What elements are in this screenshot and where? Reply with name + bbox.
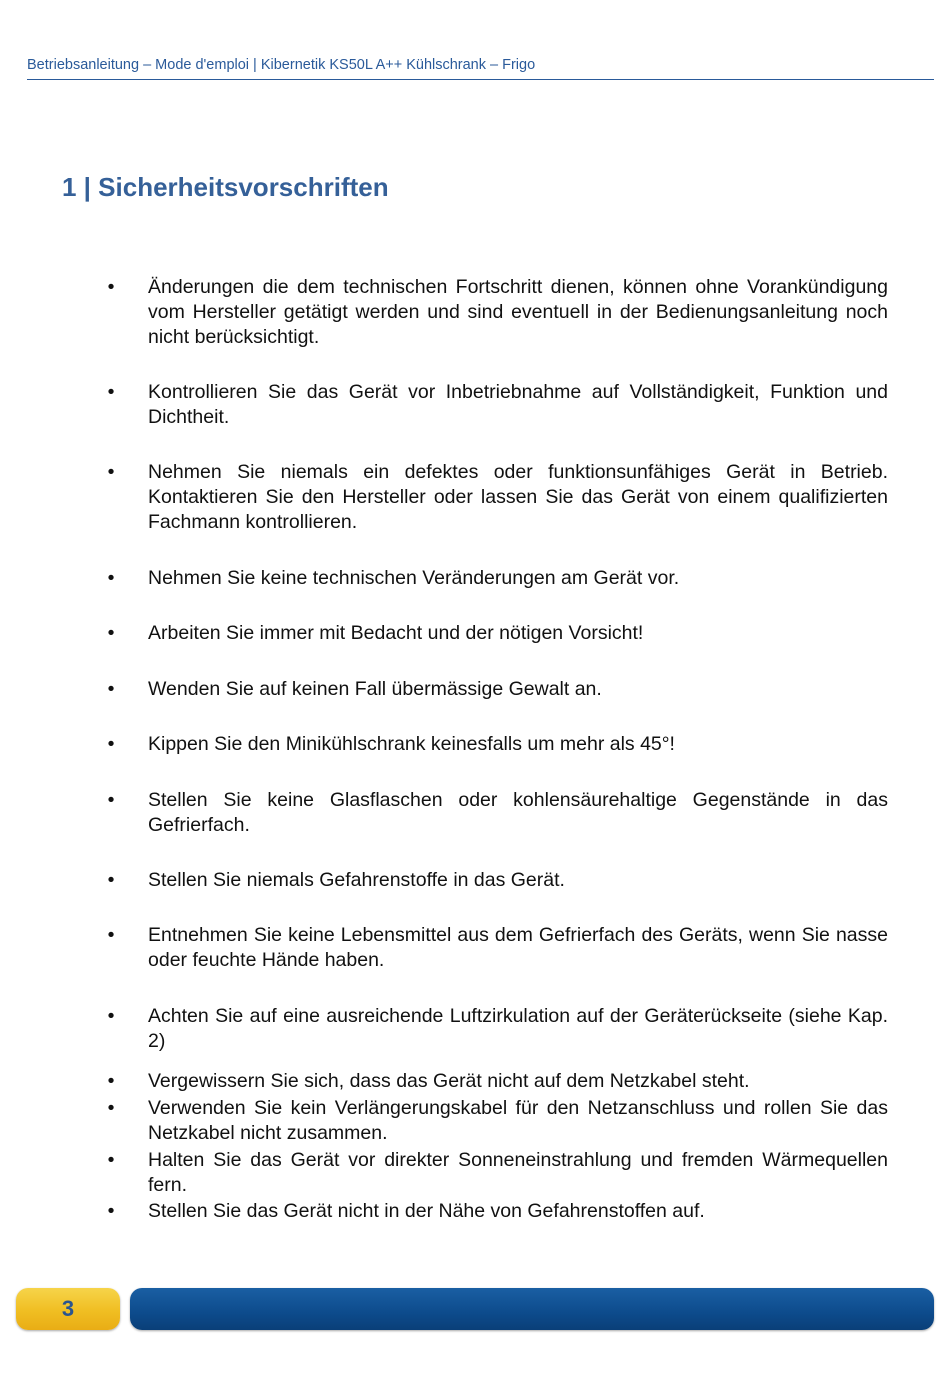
- safety-item-text: Achten Sie auf eine ausreichende Luftzirkulation auf der Geräterückseite (siehe Kap. 2): [148, 1005, 888, 1052]
- safety-item-text: Kippen Sie den Minikühlschrank keinesfalls um mehr als 45°!: [148, 733, 675, 755]
- safety-item-text: Wenden Sie auf keinen Fall übermässige Gewalt an.: [148, 678, 602, 700]
- page-number-badge: [16, 1288, 120, 1330]
- bullet-marker: •: [107, 1097, 115, 1119]
- bullet-marker: •: [107, 622, 115, 644]
- safety-item: [107, 566, 888, 591]
- safety-item: [107, 1199, 888, 1224]
- bullet-marker: •: [107, 1070, 115, 1092]
- safety-item-text: Verwenden Sie kein Verlängerungskabel für den Netzanschluss und rollen Sie das Netzkabel nicht zusammen.: [148, 1097, 888, 1144]
- bullet-marker: •: [107, 869, 115, 891]
- safety-item: [107, 380, 888, 430]
- bullet-marker: •: [107, 924, 115, 946]
- safety-item-text: Stellen Sie niemals Gefahrenstoffe in das Gerät.: [148, 869, 565, 891]
- page-number: 3: [61, 1296, 75, 1321]
- safety-item-text: Nehmen Sie keine technischen Veränderungen am Gerät vor.: [148, 567, 680, 589]
- safety-item: [107, 275, 888, 350]
- safety-item-text: Nehmen Sie niemals ein defektes oder funktionsunfähiges Gerät in Betrieb. Kontaktieren Sie den Hersteller oder lassen Sie das Gerät von einem qualifizierten Fachmann kontrollieren.: [148, 461, 888, 533]
- safety-item: [107, 1069, 888, 1094]
- bullet-marker: •: [107, 461, 115, 483]
- safety-item: [107, 1148, 888, 1198]
- bullet-marker: •: [107, 789, 115, 811]
- safety-item: [107, 621, 888, 646]
- footer-bar: [130, 1288, 934, 1330]
- safety-item: [107, 677, 888, 702]
- running-header: Betriebsanleitung – Mode d'emploi | Kibernetik KS50L A++ Kühlschrank – Frigo: [27, 57, 536, 73]
- bullet-marker: •: [107, 1149, 115, 1171]
- safety-item-text: Arbeiten Sie immer mit Bedacht und der nötigen Vorsicht!: [148, 622, 644, 644]
- bullet-marker: •: [107, 678, 115, 700]
- safety-item-text: Vergewissern Sie sich, dass das Gerät nicht auf dem Netzkabel steht.: [148, 1070, 750, 1092]
- bullet-marker: •: [107, 276, 115, 298]
- safety-item-text: Halten Sie das Gerät vor direkter Sonneneinstrahlung und fremden Wärmequellen fern.: [148, 1149, 888, 1196]
- safety-item-text: Änderungen die dem technischen Fortschritt dienen, können ohne Vorankündigung vom Hersteller getätigt werden und sind eventuell in der Bedienungsanleitung noch nicht berücksichtigt.: [148, 276, 888, 348]
- safety-item-text: Stellen Sie keine Glasflaschen oder kohlensäurehaltige Gegenstände in das Gefrierfach.: [148, 789, 888, 836]
- safety-item-text: Entnehmen Sie keine Lebensmittel aus dem Gefrierfach des Geräts, wenn Sie nasse oder feuchte Hände haben.: [148, 924, 888, 971]
- bullet-marker: •: [107, 1200, 115, 1222]
- safety-item: [107, 1096, 888, 1146]
- safety-item: [107, 1004, 888, 1054]
- safety-item: [107, 788, 888, 838]
- bullet-marker: •: [107, 1005, 115, 1027]
- safety-item: [107, 868, 888, 893]
- chapter-title: 1 | Sicherheitsvorschriften: [62, 172, 389, 202]
- safety-item: [107, 923, 888, 973]
- bullet-marker: •: [107, 567, 115, 589]
- bullet-marker: •: [107, 733, 115, 755]
- safety-item-text: Kontrollieren Sie das Gerät vor Inbetriebnahme auf Vollständigkeit, Funktion und Dichtheit.: [148, 381, 888, 428]
- safety-item: [107, 460, 888, 535]
- safety-item-text: Stellen Sie das Gerät nicht in der Nähe von Gefahrenstoffen auf.: [148, 1200, 705, 1222]
- safety-item: [107, 732, 888, 757]
- bullet-marker: •: [107, 381, 115, 403]
- header-divider: [27, 79, 934, 80]
